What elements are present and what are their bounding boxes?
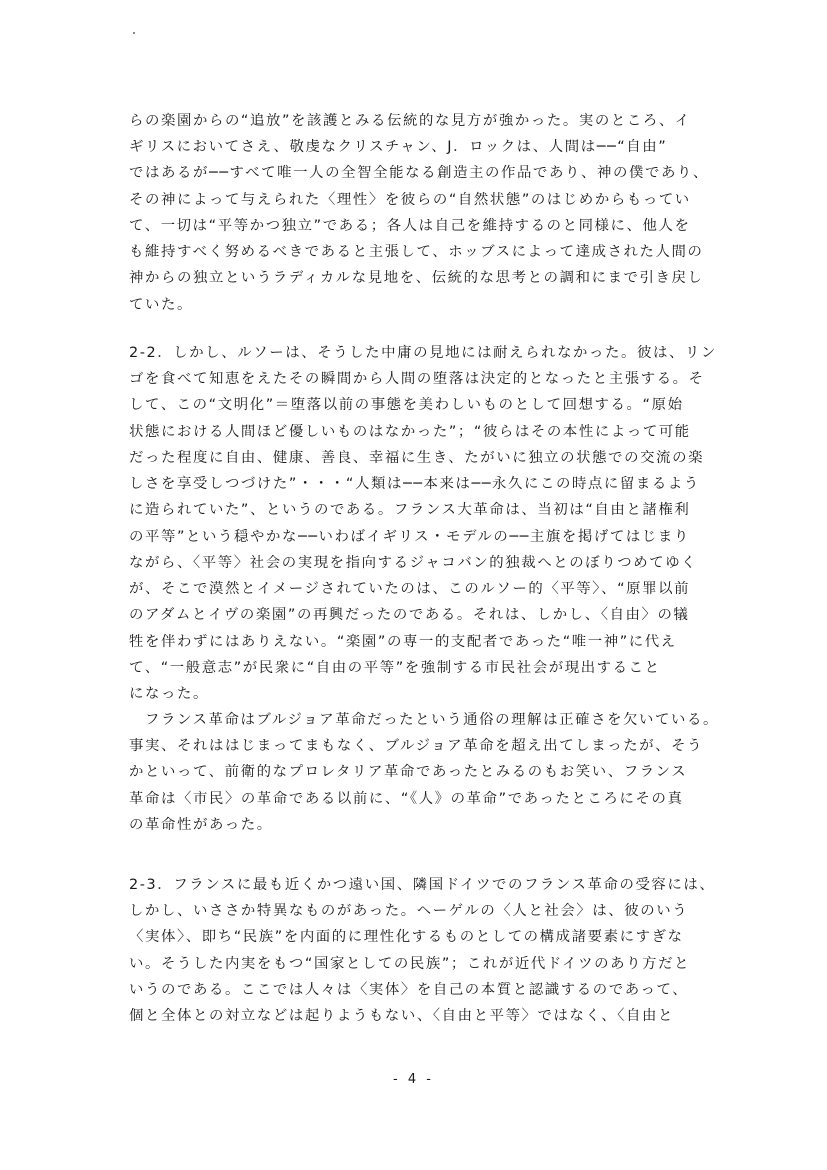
text-line: 革命は〈市民〉の革命である以前に、“《人》の革命”であったところにその真 bbox=[129, 791, 684, 807]
text-line: の平等”という穏やかな──いわばイギリス・モデルの──主旗を掲げてはじまり bbox=[129, 529, 690, 545]
scan-speck bbox=[133, 32, 135, 34]
text-line: に造られていた”、というのである。フランス大革命は、当初は“自由と諸権利 bbox=[129, 502, 691, 518]
text-line: ていた。 bbox=[129, 297, 193, 313]
text-line: て、“一般意志”が民衆に“自由の平等”を強制する市民社会が現出すること bbox=[129, 660, 661, 676]
text-line: の革命性があった。 bbox=[129, 817, 273, 833]
text-line: い。そうした内実をもつ“国家としての民族”；これが近代ドイツのあり方だと bbox=[129, 956, 691, 972]
text-line: ギリスにおいてさえ、敬虔なクリスチャン、J．ロックは、人間は──“自由” bbox=[129, 139, 668, 155]
page-number: - 4 - bbox=[393, 1072, 434, 1087]
text-line: かといって、前衛的なプロレタリア革命であったとみるのもお笑い、フランス bbox=[129, 764, 688, 780]
text-line: しかし、いささか特異なものがあった。ヘーゲルの〈人と社会〉は、彼のいう bbox=[129, 903, 689, 919]
text-line: 個と全体との対立などは起りようもない、〈自由と平等〉ではなく、〈自由と bbox=[129, 1008, 674, 1024]
text-line: いうのである。ここでは人々は〈実体〉を自己の本質と認識するのであって、 bbox=[129, 982, 689, 998]
text-line: 神からの独立というラディカルな見地を、伝統的な思考との調和にまで引き戻し bbox=[129, 270, 704, 286]
text-line: ゴを食べて知恵をえたその瞬間から人間の堕落は決定的となったと主張する。そ bbox=[129, 371, 705, 387]
text-line: フランス革命はブルジョア革命だったという通俗の理解は正確さを欠いている。 bbox=[129, 712, 719, 728]
text-line: ながら、〈平等〉社会の実現を指向するジャコバン的独裁へとのぼりつめてゆく bbox=[129, 555, 698, 571]
text-line: 2-3．フランスに最も近くかつ遠い国、隣国ドイツでのフランス革命の受容には、 bbox=[129, 877, 716, 893]
text-line: のアダムとイヴの楽園”の再興だったのである。それは、しかし、〈自由〉の犠 bbox=[129, 607, 690, 623]
text-line: 〈実体〉、即ち“民族”を内面的に理性化するものとしての構成諸要素にすぎな bbox=[129, 929, 684, 945]
text-line: 2-2．しかし、ルソーは、そうした中庸の見地には耐えられなかった。彼は、リン bbox=[129, 345, 717, 361]
text-line: して、この“文明化”＝堕落以前の事態を美わしいものとして回想する。“原始 bbox=[129, 397, 684, 413]
text-line: て、一切は“平等かつ独立”である；各人は自己を維持するのと同様に、他人を bbox=[129, 218, 691, 234]
text-line: ではあるが──すべて唯一人の全智全能なる創造主の作品であり、神の僕であり、 bbox=[129, 165, 709, 181]
text-line: 牲を伴わずにはありえない。“楽園”の専一的支配者であった“唯一神”に代え bbox=[129, 634, 677, 650]
text-line: らの楽園からの“追放”を該護とみる伝統的な見方が強かった。実のところ、イ bbox=[129, 113, 691, 129]
text-line: その神によって与えられた〈理性〉を彼らの“自然状態”のはじめからもってい bbox=[129, 192, 691, 208]
text-line: 事実、それははじまってまもなく、ブルジョア革命を超え出てしまったが、そう bbox=[129, 738, 704, 754]
text-line: が、そこで漠然とイメージされていたのは、このルソー的〈平等〉、“原罪以前 bbox=[129, 581, 691, 597]
text-line: も維持すべく努めるべきであると主張して、ホッブスによって達成された人間の bbox=[129, 244, 704, 260]
text-line: になった。 bbox=[129, 686, 209, 702]
text-line: だった程度に自由、健康、善良、幸福に生き、たがいに独立の状態での交流の楽 bbox=[129, 450, 705, 466]
text-line: 状態における人間ほど優しいものはなかった”；“彼らはその本性によって可能 bbox=[129, 424, 691, 440]
text-line: しさを享受しつづけた”・・・“人類は──本来は──永久にこの時点に留まるよう bbox=[129, 476, 700, 492]
